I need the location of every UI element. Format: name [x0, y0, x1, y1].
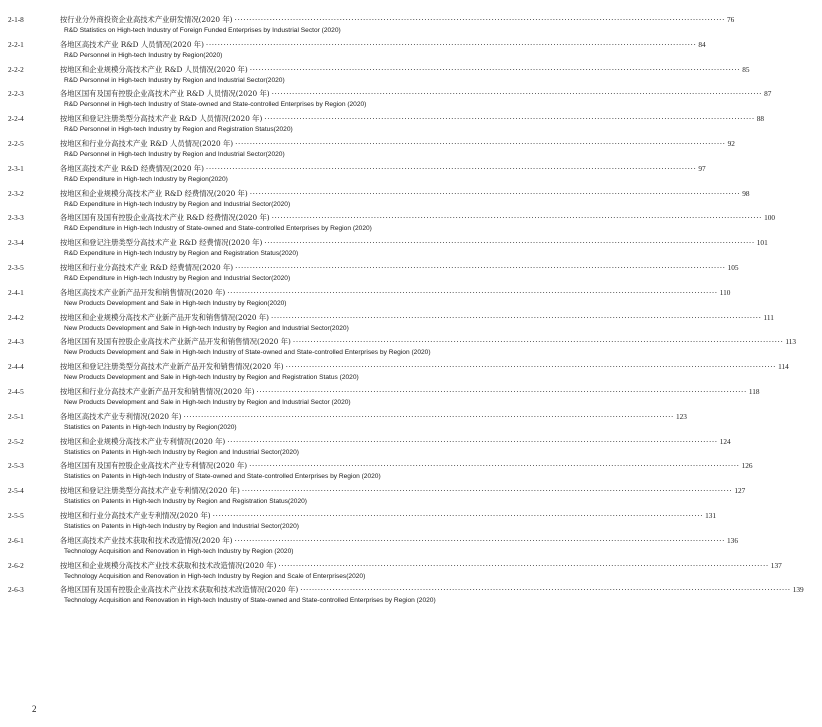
- entry-number: 2-2-2: [8, 64, 24, 74]
- entry-page[interactable]: 76: [727, 15, 735, 24]
- entry-title-en: Technology Acquisition and Renovation in High-tech Industry by Region (2020): [64, 547, 294, 555]
- entry-page[interactable]: 92: [727, 138, 735, 148]
- toc-entry[interactable]: [0, 510, 717, 531]
- entry-number: 2-5-2: [8, 436, 24, 446]
- toc-entry[interactable]: [0, 88, 772, 109]
- dot-leader: ········································································································································································: [205, 163, 697, 173]
- dot-leader: ········································································································································································: [183, 411, 674, 421]
- entry-title-zh[interactable]: 各地区国有及国有控股企业高技术产业新产品开发和销售情况(2020 年): [60, 337, 291, 347]
- entry-page[interactable]: 126: [741, 461, 753, 471]
- dot-leader: ········································································································································································: [234, 535, 726, 545]
- entry-number: 2-3-3: [8, 213, 24, 223]
- dot-leader: ········································································································································································: [227, 436, 718, 446]
- toc-entry[interactable]: [0, 237, 768, 258]
- toc-entry[interactable]: [0, 64, 750, 85]
- entry-title-en: New Products Development and Sale in High-tech Industry by Region and Industrial Sector (2020): [64, 398, 351, 406]
- dot-leader: ········································································································································································: [249, 188, 741, 198]
- toc-entry[interactable]: [0, 138, 735, 159]
- entry-title-en: R&D Statistics on High-tech Industry of Foreign Funded Enterprises by Industrial Sector (2020): [64, 27, 341, 34]
- entry-title-zh[interactable]: 按地区和行业分高技术产业 R&D 经费情况(2020 年): [60, 262, 234, 272]
- toc-entry[interactable]: [0, 336, 797, 357]
- dot-leader: ········································································································································································: [212, 510, 704, 520]
- toc-entry[interactable]: [0, 584, 804, 605]
- entry-title-zh[interactable]: 按地区和行业分高技术产业 R&D 人员情况(2020 年): [60, 138, 234, 148]
- entry-number: 2-5-4: [8, 486, 24, 496]
- toc-entry[interactable]: [0, 113, 765, 134]
- toc-entry[interactable]: [0, 460, 753, 481]
- entry-title-zh[interactable]: 按地区和行业分高技术产业专利情况(2020 年): [60, 510, 211, 520]
- toc-entry[interactable]: [0, 212, 776, 233]
- dot-leader: ········································································································································································: [249, 461, 740, 471]
- dot-leader: ········································································································································································: [249, 64, 741, 74]
- entry-title-zh[interactable]: 按地区和登记注册类型分高技术产业新产品开发和销售情况(2020 年): [60, 362, 284, 372]
- entry-title-en: R&D Personnel in High-tech Industry by Region(2020): [64, 51, 223, 59]
- entry-number: 2-4-3: [8, 337, 24, 347]
- entry-title-en: Statistics on Patents in High-tech Industry by Region and Registration Status(2020): [64, 498, 307, 506]
- dot-leader: ········································································································································································: [256, 386, 747, 396]
- entry-page[interactable]: 110: [719, 287, 731, 297]
- dot-leader: ········································································································································································: [271, 312, 762, 322]
- entry-number: 2-2-3: [8, 89, 24, 99]
- page-number: 2: [32, 704, 37, 714]
- entry-title-zh[interactable]: 按行业分外商投资企业高技术产业研发情况(2020 年): [60, 15, 233, 24]
- entry-page[interactable]: 114: [778, 362, 789, 372]
- toc-entry[interactable]: [0, 361, 789, 382]
- dot-leader: ········································································································································································: [205, 39, 697, 49]
- entry-title-zh[interactable]: 各地区国有及国有控股企业高技术产业专利情况(2020 年): [60, 461, 248, 471]
- entry-title-zh[interactable]: 按地区和登记注册类型分高技术产业 R&D 经费情况(2020 年): [60, 238, 263, 248]
- entry-number: 2-3-1: [8, 163, 24, 173]
- entry-number: 2-4-2: [8, 312, 24, 322]
- entry-title-en: Statistics on Patents in High-tech Industry by Region and Industrial Sector(2020): [64, 522, 299, 530]
- entry-number: 2-4-4: [8, 362, 24, 372]
- toc-entry[interactable]: [0, 188, 750, 209]
- entry-page[interactable]: 84: [698, 39, 706, 49]
- entry-title-en: Technology Acquisition and Renovation in High-tech Industry by Region and Scale of Enterprises(2020): [64, 572, 366, 580]
- entry-title-zh[interactable]: 各地区高技术产业专利情况(2020 年): [60, 411, 182, 421]
- entry-page[interactable]: 113: [785, 337, 797, 347]
- entry-number: 2-2-4: [8, 114, 24, 124]
- toc-entry[interactable]: [0, 560, 782, 581]
- entry-number: 2-2-5: [8, 138, 24, 148]
- entry-title-en: R&D Expenditure in High-tech Industry by Region and Registration Status(2020): [64, 250, 299, 258]
- entry-title-en: Statistics on Patents in High-tech Industry by Region(2020): [64, 423, 237, 431]
- entry-number: 2-4-5: [8, 386, 24, 396]
- entry-page[interactable]: 127: [734, 486, 746, 496]
- dot-leader: ········································································································································································: [292, 337, 784, 347]
- entry-number: 2-5-1: [8, 411, 24, 421]
- entry-page[interactable]: 111: [763, 312, 774, 322]
- entry-number: 2-4-1: [8, 287, 24, 297]
- dot-leader: ········································································································································································: [264, 114, 755, 124]
- table-of-contents: [0, 14, 804, 609]
- dot-leader: ········································································································································································: [241, 486, 733, 496]
- entry-number: 2-2-1: [8, 39, 24, 49]
- dot-leader: ········································································································································································: [227, 287, 718, 297]
- entry-title-en: R&D Expenditure in High-tech Industry by Region and Industrial Sector(2020): [64, 274, 291, 282]
- entry-title-zh[interactable]: 按地区和企业规模分高技术产业新产品开发和销售情况(2020 年): [60, 312, 270, 322]
- entry-page[interactable]: 100: [764, 213, 776, 223]
- entry-title-zh[interactable]: 各地区高技术产业 R&D 人员情况(2020 年): [60, 39, 204, 49]
- entry-title-en: R&D Expenditure in High-tech Industry by Region(2020): [64, 175, 228, 183]
- toc-entry[interactable]: [0, 14, 735, 35]
- entry-title-zh[interactable]: 按地区和企业规模分高技术产业技术获取和技术改造情况(2020 年): [60, 560, 277, 570]
- toc-entry[interactable]: [0, 436, 731, 457]
- dot-leader: ········································································································································································: [285, 362, 777, 372]
- dot-leader: ········································································································································································: [234, 15, 726, 24]
- toc-entry[interactable]: [0, 411, 687, 432]
- dot-leader: ········································································································································································: [264, 238, 755, 248]
- entry-number: 2-6-3: [8, 585, 24, 595]
- entry-title-zh[interactable]: 各地区高技术产业技术获取和技术改造情况(2020 年): [60, 535, 233, 545]
- entry-title-zh[interactable]: 按地区和企业规模分高技术产业 R&D 人员情况(2020 年): [60, 64, 248, 74]
- entry-page[interactable]: 101: [756, 238, 768, 248]
- entry-title-en: Statistics on Patents in High-tech Industry of State-owned and State-controlled Enterprises by Region (2020): [64, 473, 381, 481]
- entry-title-zh[interactable]: 各地区高技术产业新产品开发和销售情况(2020 年): [60, 287, 226, 297]
- dot-leader: ········································································································································································: [278, 560, 769, 570]
- toc-entry[interactable]: [0, 386, 760, 407]
- entry-page[interactable]: 97: [698, 163, 706, 173]
- toc-entry[interactable]: [0, 39, 706, 60]
- entry-title-en: New Products Development and Sale in High-tech Industry by Region and Registration Status (2020): [64, 374, 359, 382]
- entry-number: 2-5-5: [8, 510, 24, 520]
- entry-title-zh[interactable]: 按地区和企业规模分高技术产业 R&D 经费情况(2020 年): [60, 188, 248, 198]
- entry-page[interactable]: 123: [675, 411, 687, 421]
- toc-entry[interactable]: [0, 485, 746, 506]
- entry-title-en: New Products Development and Sale in High-tech Industry of State-owned and State-controlled Enterprises by Region (2020): [64, 349, 431, 357]
- entry-title-zh[interactable]: 按地区和行业分高技术产业新产品开发和销售情况(2020 年): [60, 386, 255, 396]
- entry-title-zh[interactable]: 各地区国有及国有控股企业高技术产业 R&D 人员情况(2020 年): [60, 89, 270, 99]
- dot-leader: ········································································································································································: [235, 262, 726, 272]
- toc-entry[interactable]: [0, 287, 731, 308]
- entry-page[interactable]: 137: [770, 560, 782, 570]
- entry-page[interactable]: 98: [742, 188, 750, 198]
- entry-title-en: R&D Personnel in High-tech Industry by Region and Industrial Sector(2020): [64, 76, 285, 84]
- entry-number: 2-3-5: [8, 262, 24, 272]
- entry-page[interactable]: 88: [756, 114, 765, 124]
- entry-number: 2-1-8: [8, 15, 24, 24]
- entry-page[interactable]: 136: [727, 535, 738, 545]
- entry-title-en: New Products Development and Sale in High-tech Industry by Region and Industrial Sector(2020): [64, 324, 349, 332]
- entry-page[interactable]: 139: [792, 585, 804, 595]
- entry-page[interactable]: 87: [764, 89, 772, 99]
- entry-number: 2-6-2: [8, 560, 24, 570]
- entry-page[interactable]: 118: [748, 386, 760, 396]
- toc-entry[interactable]: [0, 262, 739, 283]
- entry-title-en: R&D Expenditure in High-tech Industry by Region and Industrial Sector(2020): [64, 200, 291, 208]
- dot-leader: ········································································································································································: [235, 138, 726, 148]
- entry-title-en: R&D Personnel in High-tech Industry by Region and Industrial Sector(2020): [64, 150, 285, 158]
- entry-number: 2-6-1: [8, 535, 24, 545]
- entry-title-en: Statistics on Patents in High-tech Industry by Region and Industrial Sector(2020): [64, 448, 299, 456]
- entry-number: 2-3-2: [8, 188, 24, 198]
- entry-title-en: R&D Personnel in High-tech Industry by Region and Registration Status(2020): [64, 126, 293, 134]
- entry-title-en: R&D Expenditure in High-tech Industry of State-owned and State-controlled Enterprises by Region (2020): [64, 225, 372, 233]
- entry-title-en: Technology Acquisition and Renovation in High-tech Industry of State-owned and State-controlled Enterprises by Region (2020): [64, 597, 436, 605]
- entry-title-en: R&D Personnel in High-tech Industry of State-owned and State-controlled Enterprises by Region (2020): [64, 101, 367, 109]
- entry-page[interactable]: 105: [727, 262, 739, 272]
- entry-title-zh[interactable]: 按地区和登记注册类型分高技术产业 R&D 人员情况(2020 年): [60, 114, 263, 124]
- entry-title-en: New Products Development and Sale in High-tech Industry by Region(2020): [64, 299, 287, 307]
- entry-title-zh[interactable]: 按地区和登记注册类型分高技术产业专利情况(2020 年): [60, 486, 240, 496]
- entry-page[interactable]: 124: [719, 436, 731, 446]
- dot-leader: ········································································································································································: [300, 585, 791, 595]
- entry-page[interactable]: 131: [705, 510, 717, 520]
- entry-number: 2-5-3: [8, 461, 24, 471]
- toc-entry[interactable]: [0, 312, 774, 333]
- entry-page[interactable]: 85: [742, 64, 750, 74]
- entry-number: 2-3-4: [8, 238, 24, 248]
- entry-title-zh[interactable]: 各地区国有及国有控股企业高技术产业技术获取和技术改造情况(2020 年): [60, 585, 299, 595]
- entry-title-zh[interactable]: 按地区和企业规模分高技术产业专利情况(2020 年): [60, 436, 226, 446]
- toc-entry[interactable]: [0, 535, 738, 556]
- entry-title-zh[interactable]: 各地区高技术产业 R&D 经费情况(2020 年): [60, 163, 204, 173]
- dot-leader: ········································································································································································: [271, 213, 763, 223]
- toc-entry[interactable]: [0, 163, 706, 184]
- entry-title-zh[interactable]: 各地区国有及国有控股企业高技术产业 R&D 经费情况(2020 年): [60, 213, 270, 223]
- dot-leader: ········································································································································································: [271, 89, 763, 99]
